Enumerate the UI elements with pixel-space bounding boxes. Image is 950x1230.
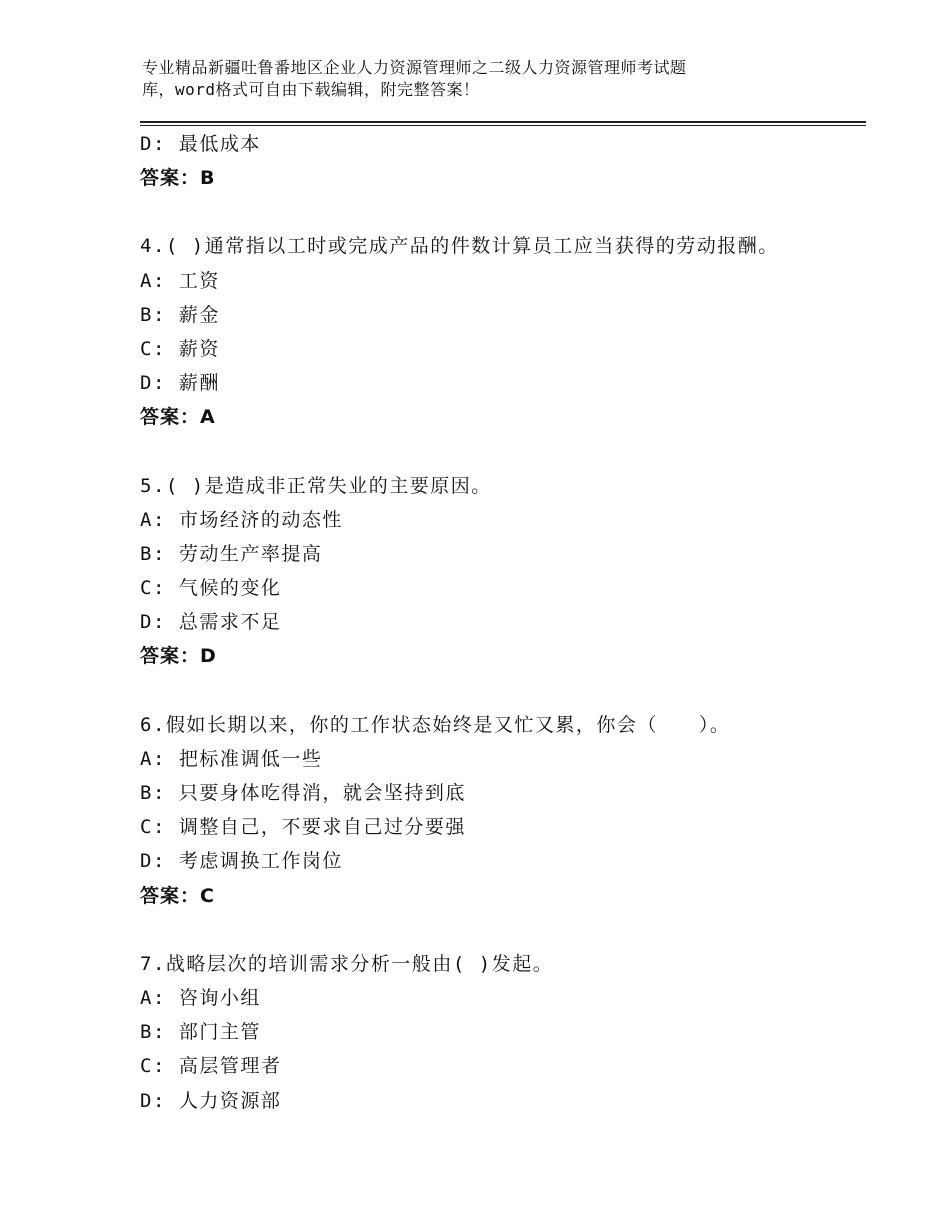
question-stem: 7.战略层次的培训需求分析一般由( )发起。 — [140, 952, 554, 975]
answer-label: 答案：C — [140, 884, 215, 907]
option-a: A: 市场经济的动态性 — [140, 508, 343, 531]
spacer — [140, 913, 866, 947]
spacer — [140, 435, 866, 469]
option-b: B: 只要身体吃得消，就会坚持到底 — [140, 782, 466, 804]
question-4 — [140, 229, 866, 434]
question-stem: 5.( )是造成非正常失业的主要原因。 — [140, 474, 492, 497]
header-divider-thin — [140, 125, 866, 126]
document-header — [142, 57, 802, 101]
question-content — [140, 127, 866, 1118]
answer-label: 答案：B — [140, 167, 216, 190]
option-c: C: 调整自己，不要求自己过分要强 — [140, 816, 466, 839]
option-a: A: 把标准调低一些 — [140, 747, 323, 770]
option-a: A: 工资 — [140, 269, 220, 292]
header-divider-thick — [140, 121, 866, 123]
option-c: C: 气候的变化 — [140, 577, 282, 600]
option-d: D: 考虑调换工作岗位 — [140, 850, 343, 873]
question-7 — [140, 947, 866, 1118]
option-b: B: 劳动生产率提高 — [140, 542, 323, 565]
header-line-2: 库，word格式可自由下载编辑，附完整答案！ — [142, 80, 480, 99]
spacer — [140, 674, 866, 708]
spacer — [140, 195, 866, 229]
option-d: D: 人力资源部 — [140, 1089, 282, 1112]
answer-label: 答案：A — [140, 406, 216, 429]
option-a: A: 咨询小组 — [140, 986, 261, 1009]
option-d: D: 总需求不足 — [140, 611, 282, 634]
question-5 — [140, 469, 866, 674]
question-6 — [140, 708, 866, 913]
option-d: D: 薪酬 — [140, 372, 220, 395]
option-d: D: 最低成本 — [140, 133, 261, 155]
option-c: C: 高层管理者 — [140, 1055, 282, 1078]
previous-question-tail — [140, 127, 866, 195]
question-stem: 4.( )通常指以工时或完成产品的件数计算员工应当获得的劳动报酬。 — [140, 235, 779, 258]
question-stem: 6.假如长期以来，你的工作状态始终是又忙又累，你会（ ）。 — [140, 713, 731, 736]
option-c: C: 薪资 — [140, 337, 220, 360]
option-b: B: 部门主管 — [140, 1021, 261, 1044]
answer-label: 答案：D — [140, 645, 217, 668]
option-b: B: 薪金 — [140, 303, 220, 326]
header-line-1: 专业精品新疆吐鲁番地区企业人力资源管理师之二级人力资源管理师考试题 — [142, 58, 687, 77]
